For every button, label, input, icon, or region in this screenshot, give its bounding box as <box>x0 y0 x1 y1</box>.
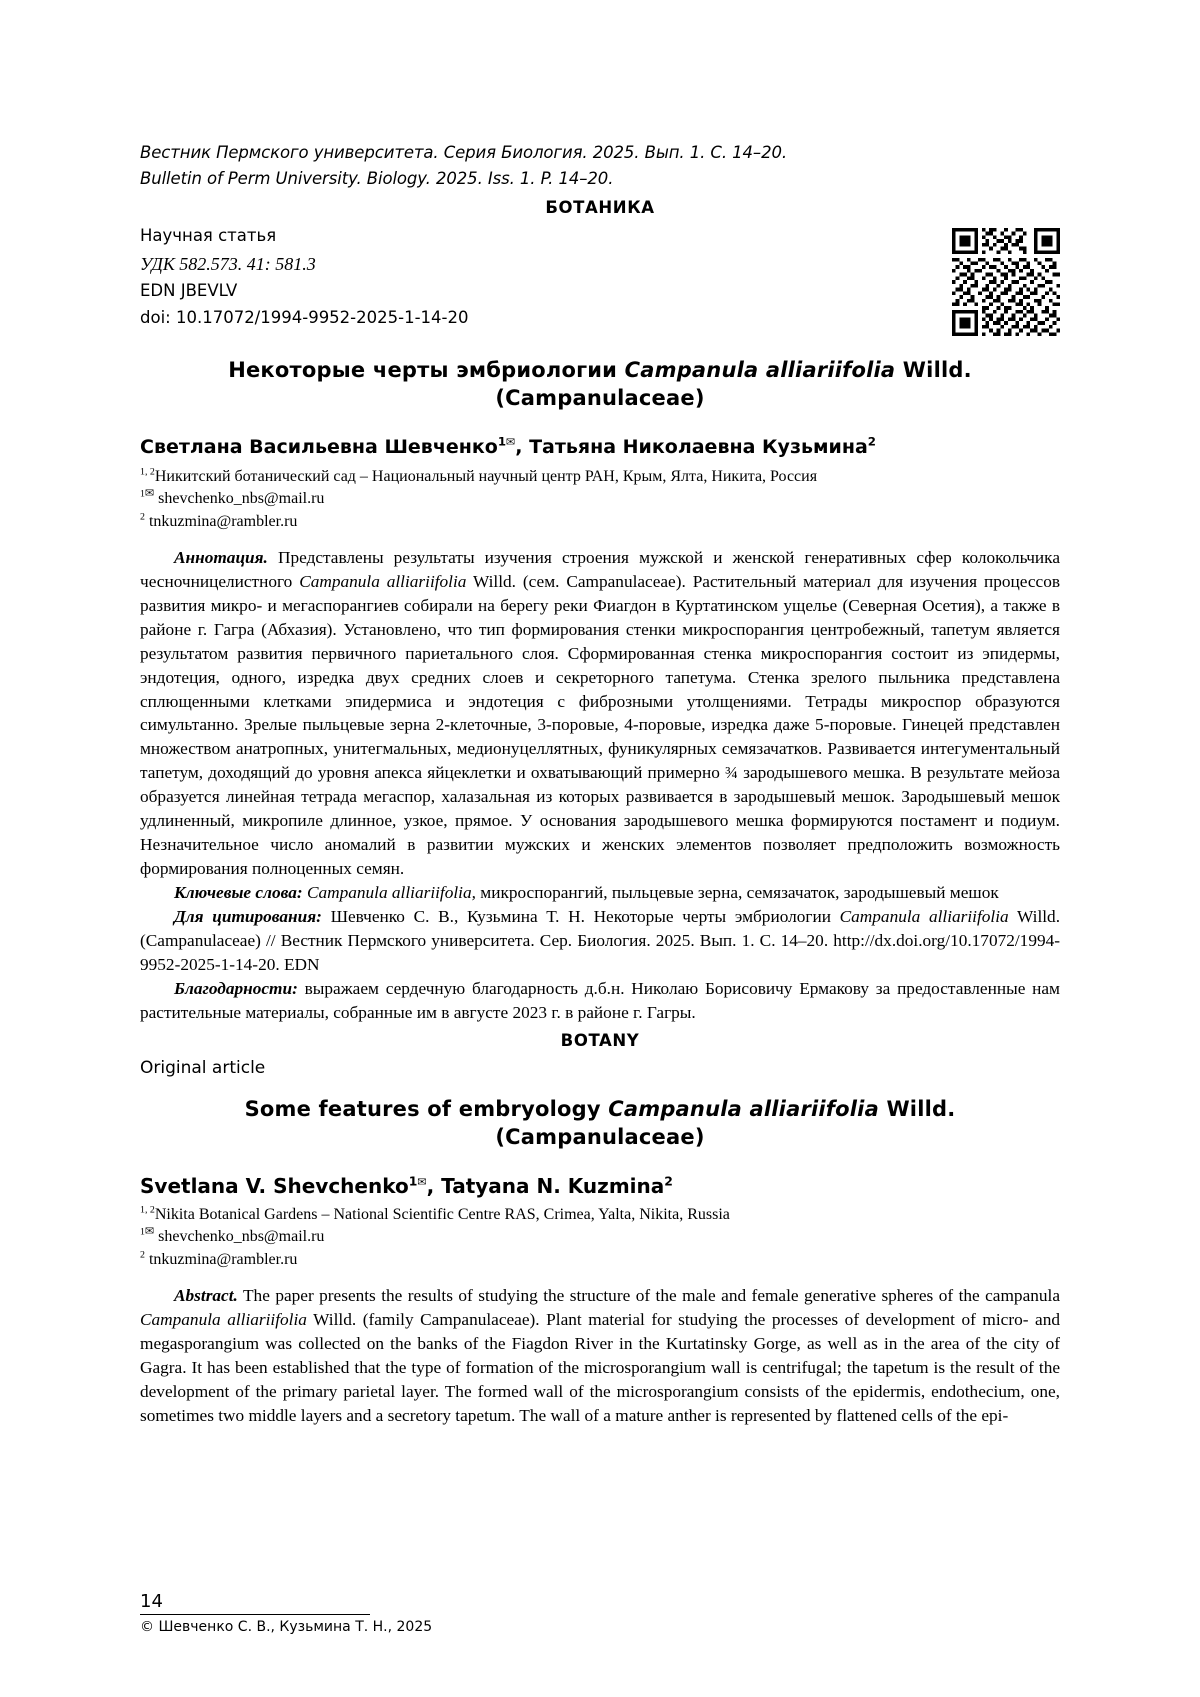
title-en-part1: Some features of embryology <box>244 1096 609 1121</box>
article-type-en: Original article <box>140 1057 266 1078</box>
abstract-ru <box>140 546 1060 1025</box>
abstract-ru-paragraph <box>140 546 1060 881</box>
abstract-ru-text-2: Willd. (сем. Campanulaceae). Растительный материал для изучения процессов развития микро- и мегаспорангиев собирали на берегу реки Фиагдон в Куртатинском ущелье (Северная Осетия), а также в районе г. Гагра (Абхазия). Установлено, что тип формирования стенки микроспорангия центробежный, тапетум является результатом развития первичного париетального слоя. Сформированная стенка микроспорангия состоит из эпидермы, эндотеция, одного, изредка двух средних слоев и секреторного тапетума. Стенка зрелого пыльника представлена сплющенными клетками эпидермиса и эндотеция с фиброзными утолщениями. Тетрады микроспор образуются симультанно. Зрелые пыльцевые зерна 2-клеточные, 3-поровые, 4-поровые, изредка даже 5-поровые. Гинецей представлен множеством анатропных, унитегмальных, медионуцеллятных, фуникулярных семязачатков. Развивается интегументальный тапетум, доходящий до уровня апекса яйцеклетки и охватывающий примерно ¾ зародышевого мешка. В результате мейоза образуется линейная тетрада мегаспор, халазальная из которых развивается в зародышевый мешок. Зародышевый мешок удлиненный, микропиле длинное, узкое, прямое. У основания зародышевого мешка формируются постамент и подиум. Незначительное число аномалий в развитии мужских и женских элементов позволяет предположить возможность формирования полноценных семян. <box>140 571 1060 879</box>
title-ru-species: Campanula alliariifolia <box>624 358 896 383</box>
udk-code: УДК 582.573. 41: 581.3 <box>140 253 316 274</box>
section-heading-ru: БОТАНИКА <box>545 198 655 218</box>
title-en-part2: Willd. <box>878 1096 956 1121</box>
page-title-en <box>140 1096 1060 1152</box>
keywords-ru-label: Ключевые слова: <box>174 883 303 903</box>
keywords-ru-text: микроспорангий, пыльцевые зерна, семязачаток, зародышевый мешок <box>475 883 999 903</box>
email-ru-1-line <box>140 488 1060 511</box>
abstract-en <box>140 1284 1060 1428</box>
email-ru-2-line <box>140 511 1060 534</box>
title-en-line2: (Campanulaceae) <box>495 1124 705 1149</box>
edn-code: EDN JBEVLV <box>140 281 238 301</box>
email-en-1[interactable]: shevchenko_nbs@mail.ru <box>158 1228 325 1246</box>
article-type-ru: Научная статья <box>140 226 277 246</box>
affiliation-en-block <box>140 1204 1060 1272</box>
abstract-en-paragraph <box>140 1284 1060 1428</box>
acknowledgements-ru-paragraph <box>140 977 1060 1025</box>
author-en-1: Svetlana V. Shevchenko <box>140 1173 409 1198</box>
author-en-1-sup: 1 <box>408 1173 418 1189</box>
acknowledgements-ru-text: выражаем сердечную благодарность д.б.н. Николаю Борисовичу Ермакову за предоставленные нам растительные материалы, собранные им в августе 2023 г. в районе г. Гагры. <box>140 978 1060 1022</box>
abstract-ru-species: Campanula alliariifolia <box>299 571 467 591</box>
email-en-2-sup: 2 <box>140 1249 145 1261</box>
journal-line-ru <box>140 140 1060 166</box>
envelope-icon-email1: ✉ <box>144 487 155 501</box>
affiliation-ru-text: Никитский ботанический сад – Национальный научный центр РАН, Крым, Ялта, Никита, Россия <box>154 467 818 485</box>
page-number: 14 <box>140 1591 163 1612</box>
email-ru-2-sup: 2 <box>140 511 145 523</box>
affiliation-ru-block <box>140 466 1060 534</box>
citation-ru-text-1: Шевченко С. В., Кузьмина Т. Н. Некоторые черты эмбриологии <box>321 907 840 927</box>
doi-code[interactable]: doi: 10.17072/1994-9952-2025-1-14-20 <box>140 307 469 327</box>
affiliation-en-line <box>140 1204 1060 1227</box>
email-en-2-line <box>140 1249 1060 1272</box>
author-en-2-sup: 2 <box>664 1173 673 1189</box>
keywords-ru-species: Campanula alliariifolia, <box>306 883 476 903</box>
footer-divider <box>140 1614 370 1615</box>
citation-ru-paragraph <box>140 905 1060 977</box>
abstract-en-label: Abstract. <box>174 1285 238 1305</box>
page-footer <box>140 1591 480 1635</box>
copyright-notice: © Шевченко С. В., Кузьмина Т. Н., 2025 <box>140 1619 433 1635</box>
citation-ru-text-2: Willd. (Campanulaceae) // Вестник Пермского университета. Сер. Биология. 2025. Вып. 1. С. 14–20. http://dx.doi.org/10.17072/1994-9952-2025-1-14-20. EDN <box>140 907 1061 974</box>
email-ru-2[interactable]: tnkuzmina@rambler.ru <box>148 513 298 531</box>
page-title-ru <box>140 357 1060 413</box>
article-meta <box>140 223 1060 331</box>
email-en-1-line <box>140 1226 1060 1249</box>
journal-ru-text: Вестник Пермского университета. Серия Биология. 2025. Вып. 1. С. 14–20. <box>140 143 788 162</box>
abstract-ru-text-1: Представлены результаты изучения строения мужской и женской генеративных сфер колокольчика чесночницелистного <box>140 547 1060 591</box>
section-heading-en: BOTANY <box>560 1030 640 1050</box>
affiliation-ru-line <box>140 466 1060 489</box>
title-ru-line2: (Campanulaceae) <box>495 386 705 411</box>
email-ru-1-sup: 1 <box>140 489 145 501</box>
abstract-en-text-1: The paper presents the results of studying the structure of the male and female generative spheres of the campanula <box>237 1285 1060 1305</box>
email-en-1-sup: 1 <box>140 1227 145 1239</box>
author-en-2: , Tatyana N. Kuzmina <box>426 1173 665 1198</box>
citation-ru-label: Для цитирования: <box>174 907 322 927</box>
author-ru-1: Светлана Васильевна Шевченко <box>140 435 498 458</box>
affiliation-en-sup: 1, 2 <box>140 1204 155 1216</box>
affiliation-ru-sup: 1, 2 <box>140 466 155 478</box>
authors-en <box>140 1174 1060 1198</box>
author-ru-2: , Татьяна Николаевна Кузьмина <box>515 435 868 458</box>
author-ru-2-sup: 2 <box>867 434 876 449</box>
authors-ru <box>140 435 1060 460</box>
abstract-en-species: Campanula alliariifolia <box>140 1309 307 1329</box>
keywords-ru-paragraph <box>140 881 1060 905</box>
email-ru-1[interactable]: shevchenko_nbs@mail.ru <box>158 490 325 508</box>
acknowledgements-ru-label: Благодарности: <box>174 978 298 998</box>
journal-line-en <box>140 166 1060 192</box>
journal-en-text: Bulletin of Perm University. Biology. 2025. Iss. 1. P. 14–20. <box>140 169 614 189</box>
envelope-icon-en: ✉ <box>417 1175 427 1189</box>
title-ru-part1: Некоторые черты эмбриологии <box>228 358 625 383</box>
title-en-species: Campanula alliariifolia <box>608 1096 879 1121</box>
title-ru-part2: Willd. <box>895 358 972 383</box>
envelope-icon-email-en: ✉ <box>144 1225 155 1239</box>
citation-ru-species: Campanula alliariifolia <box>839 907 1009 927</box>
abstract-ru-label: Аннотация. <box>174 547 268 567</box>
abstract-en-text-2: Willd. (family Campanulaceae). Plant material for studying the processes of development of micro- and megasporangium was collected on the banks of the Fiagdon River in the Kurtatinsky Gorge, as well as in the area of the city of Gagra. It has been established that the type of formation of the microsporangium wall is centrifugal; the tapetum is the result of the development of the primary parietal layer. The formed wall of the microsporangium consists of the epidermis, endothecium, one, sometimes two middle layers and a secretory tapetum. The wall of a mature anther is represented by flattened cells of the epi- <box>140 1309 1060 1425</box>
author-ru-1-sup: 1 <box>497 434 507 449</box>
email-en-2[interactable]: tnkuzmina@rambler.ru <box>148 1251 298 1269</box>
envelope-icon: ✉ <box>506 435 516 449</box>
affiliation-en-text: Nikita Botanical Gardens – National Scientific Centre RAS, Crimea, Yalta, Nikita, Russia <box>154 1205 730 1223</box>
